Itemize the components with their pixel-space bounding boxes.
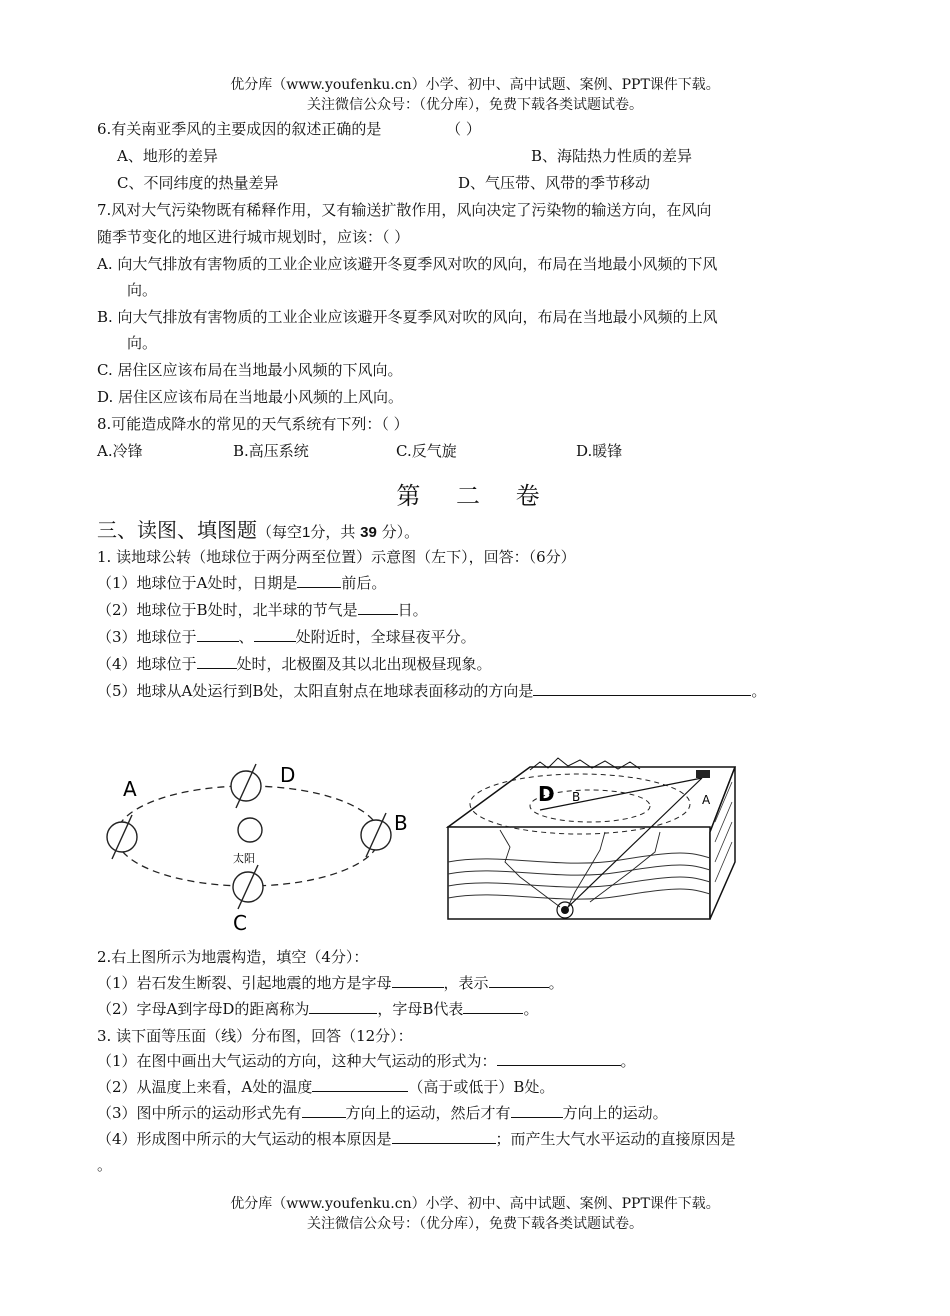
p3-sub4-text: （4）形成图中所示的大气运动的根本原因是 [97,1130,392,1148]
p3-sub3-blank-2[interactable] [511,1102,563,1118]
p2-sub1-blank-1[interactable] [392,972,444,988]
orbit-label-d: D [280,763,296,787]
p2-sub2-text: （2）字母A到字母D的距离称为 [97,1000,310,1018]
p2-sub2 [97,998,538,1020]
p2-sub2-mid: ，字母B代表 [377,1000,464,1018]
p1-stem: 1. 读地球公转（地球位于两分两至位置）示意图（左下），回答：（6分） [97,548,576,566]
p1-sub3-blank-1[interactable] [197,626,239,642]
p3-sub4-blank[interactable] [392,1128,496,1144]
q8-option-b: B.高压系统 [233,442,309,460]
p3-sub3-tail: 方向上的运动。 [562,1104,668,1122]
p1-sub4-text: （4）地球位于 [97,655,197,673]
p2-stem: 2.右上图所示为地震构造，填空（4分）： [97,948,369,966]
p2-sub1-mid: ，表示 [443,974,489,992]
p3-sub2-text: （2）从温度上来看，A处的温度 [97,1078,313,1096]
q7-option-a: A. 向大气排放有害物质的工业企业应该避开冬夏季风对吹的风向，布局在当地最小风频的下风 [97,255,718,273]
p3-stem: 3. 读下面等压面（线）分布图，回答（12分）： [97,1027,413,1045]
earthquake-structure-figure [440,752,745,927]
sun-circle [238,818,262,842]
part3-note-n2: 39 [360,524,377,541]
header-line-1: 优分库（www.youfenku.cn）小学、初中、高中试题、案例、PPT课件下载。 [230,77,720,93]
quake-label-d: D [538,782,555,806]
p1-sub3-sep: 、 [238,628,254,646]
q7-option-d: D. 居住区应该布局在当地最小风频的上风向。 [97,388,404,406]
quake-label-a: A [702,793,711,807]
quake-label-b: B [572,790,581,804]
p1-sub2-blank[interactable] [358,599,398,615]
p3-sub3-mid: 方向上的运动，然后才有 [345,1104,511,1122]
p3-sub3-text: （3）图中所示的运动形式先有 [97,1104,302,1122]
orbit-label-c: C [233,911,247,935]
p1-sub5 [97,680,766,702]
p1-sub1 [97,572,386,594]
p1-sub3 [97,626,476,648]
part3-note-mid: 分，共 [310,523,356,541]
p1-sub4-blank[interactable] [197,653,237,669]
p1-sub1-tail: 前后。 [341,574,387,592]
part3-title: 三、读图、填图题 [97,518,257,542]
p1-sub5-blank[interactable] [533,680,751,696]
focus-center [561,906,569,914]
p2-sub1-text: （1）岩石发生断裂、引起地震的地方是字母 [97,974,392,992]
p3-sub4-mid: ；而产生大气水平运动的直接原因是 [495,1130,736,1148]
p1-sub1-blank[interactable] [297,572,341,588]
q7-option-b: B. 向大气排放有害物质的工业企业应该避开冬夏季风对吹的风向，布局在当地最小风频的上风 [97,308,718,326]
orbit-label-b: B [394,811,408,835]
sun-label: 太阳 [233,852,255,865]
p3-sub4-tail: 。 [97,1156,113,1174]
p3-sub3 [97,1102,668,1124]
p1-sub2-tail: 日。 [397,601,428,619]
p3-sub2-tail: （高于或低于）B处。 [408,1078,555,1096]
q8-stem: 8.可能造成降水的常见的天气系统有下列：（ ） [97,415,409,433]
q7-stem-1: 7.风对大气污染物既有稀释作用，又有输送扩散作用，风向决定了污染物的输送方向，在风向 [97,201,712,219]
p1-sub3-blank-2[interactable] [254,626,296,642]
p3-sub4 [97,1128,736,1150]
p2-sub2-tail: 。 [523,1000,539,1018]
part3-note-pre: （每空 [257,523,303,541]
part3-note-post: 分）。 [381,523,420,541]
p1-sub3-tail: 处附近时，全球昼夜平分。 [295,628,476,646]
p3-sub1-blank[interactable] [497,1050,621,1066]
orbit-label-a: A [123,777,137,801]
p3-sub1-text: （1）在图中画出大气运动的方向，这种大气运动的形式为： [97,1052,497,1070]
p1-sub2 [97,599,428,621]
q6-option-b: B、海陆热力性质的差异 [531,147,693,165]
earth-orbit-figure [95,750,425,935]
q6-option-d: D、气压带、风带的季节移动 [458,174,651,192]
p2-sub1-blank-2[interactable] [489,972,549,988]
p1-sub2-text: （2）地球位于B处时，北半球的节气是 [97,601,358,619]
p2-sub2-blank-1[interactable] [309,998,377,1014]
part3-heading [97,517,419,546]
q6-stem [97,118,481,140]
q6-answer-paren: （ ） [446,120,481,138]
q7-option-a-cont: 向。 [127,281,158,299]
seismograph-station [696,770,710,778]
footer-line-1: 优分库（www.youfenku.cn）小学、初中、高中试题、案例、PPT课件下载。 [230,1196,720,1212]
q8-option-a: A.冷锋 [97,442,143,460]
q8-option-d: D.暖锋 [576,442,623,460]
p3-sub1 [97,1050,636,1072]
p2-sub2-blank-2[interactable] [463,998,523,1014]
footer-line-2: 关注微信公众号：（优分库），免费下载各类试题试卷。 [307,1216,643,1232]
q6-stem-text: 6.有关南亚季风的主要成因的叙述正确的是 [97,120,382,138]
block-front-face [448,827,710,919]
q6-option-a: A、地形的差异 [117,147,218,165]
part3-note-n1: 1 [302,524,311,541]
p1-sub5-tail: 。 [751,682,767,700]
p2-sub1 [97,972,564,994]
p1-sub1-text: （1）地球位于A处时，日期是 [97,574,298,592]
q6-option-c: C、不同纬度的热量差异 [117,174,279,192]
header-line-2: 关注微信公众号：（优分库），免费下载各类试题试卷。 [307,97,643,113]
q8-option-c: C.反气旋 [396,442,457,460]
p3-sub1-tail: 。 [620,1052,636,1070]
p1-sub4 [97,653,492,675]
p3-sub3-blank-1[interactable] [302,1102,346,1118]
p1-sub3-text: （3）地球位于 [97,628,197,646]
p2-sub1-tail: 。 [548,974,564,992]
q7-option-c: C. 居住区应该布局在当地最小风频的下风向。 [97,361,403,379]
volume-title: 第 二 卷 [396,482,554,510]
q7-stem-2: 随季节变化的地区进行城市规划时，应该：（ ） [97,228,410,246]
q7-option-b-cont: 向。 [127,334,158,352]
p3-sub2 [97,1076,554,1098]
p3-sub2-blank[interactable] [312,1076,408,1092]
p1-sub5-text: （5）地球从A处运行到B处，太阳直射点在地球表面移动的方向是 [97,682,534,700]
p1-sub4-tail: 处时，北极圈及其以北出现极昼现象。 [236,655,492,673]
